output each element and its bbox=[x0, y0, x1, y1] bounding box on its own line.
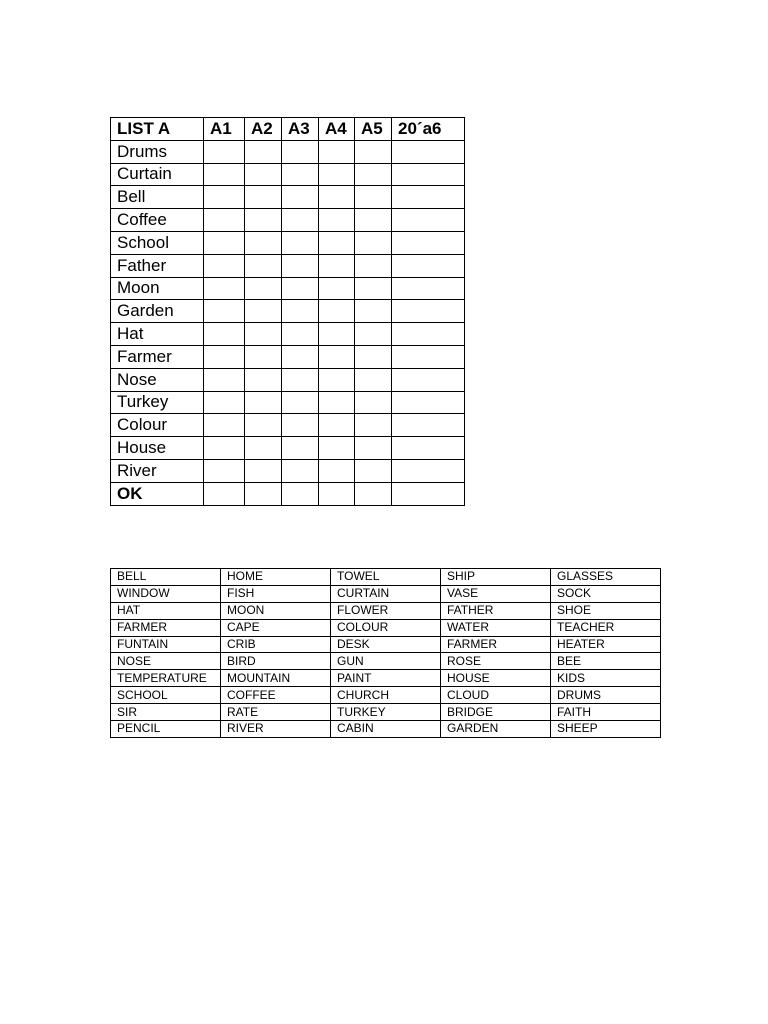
word-grid-cell: PENCIL bbox=[111, 721, 221, 738]
word-grid-cell: WATER bbox=[441, 619, 551, 636]
list-a-word: Turkey bbox=[111, 391, 204, 414]
answer-cell-a5[interactable] bbox=[355, 140, 392, 163]
list-a-row bbox=[111, 459, 465, 482]
word-grid-cell: COLOUR bbox=[331, 619, 441, 636]
word-grid-cell: CLOUD bbox=[441, 687, 551, 704]
word-grid-row bbox=[111, 569, 661, 586]
answer-cell-a3[interactable] bbox=[282, 209, 319, 232]
answer-cell-a5[interactable] bbox=[355, 459, 392, 482]
answer-cell-a6[interactable] bbox=[392, 277, 465, 300]
answer-cell-a4[interactable] bbox=[319, 254, 355, 277]
answer-cell-a5[interactable] bbox=[355, 437, 392, 460]
answer-cell-a4[interactable] bbox=[319, 345, 355, 368]
column-header-a4: A4 bbox=[319, 118, 355, 141]
answer-cell-a1[interactable] bbox=[204, 414, 245, 437]
word-grid-row bbox=[111, 636, 661, 653]
column-header-a1: A1 bbox=[204, 118, 245, 141]
column-header-a6: 20´a6 bbox=[392, 118, 465, 141]
word-grid-cell: CURTAIN bbox=[331, 585, 441, 602]
answer-cell-a5[interactable] bbox=[355, 368, 392, 391]
list-a-row bbox=[111, 277, 465, 300]
answer-cell-a4[interactable] bbox=[319, 209, 355, 232]
list-a-footer: OK bbox=[111, 482, 204, 505]
list-a-row bbox=[111, 368, 465, 391]
answer-cell-a2[interactable] bbox=[245, 323, 282, 346]
list-a-word: Moon bbox=[111, 277, 204, 300]
word-grid-cell: FATHER bbox=[441, 602, 551, 619]
word-grid-cell: FUNTAIN bbox=[111, 636, 221, 653]
list-a-row bbox=[111, 163, 465, 186]
answer-cell-a4[interactable] bbox=[319, 231, 355, 254]
list-a-word: Garden bbox=[111, 300, 204, 323]
answer-cell-a5[interactable] bbox=[355, 391, 392, 414]
answer-cell-a1[interactable] bbox=[204, 300, 245, 323]
list-a-footer-row bbox=[111, 482, 465, 505]
answer-cell-a6[interactable] bbox=[392, 209, 465, 232]
answer-cell-a1[interactable] bbox=[204, 437, 245, 460]
answer-cell-a1[interactable] bbox=[204, 277, 245, 300]
answer-cell-a4[interactable] bbox=[319, 323, 355, 346]
column-header-a5: A5 bbox=[355, 118, 392, 141]
answer-cell-a1[interactable] bbox=[204, 186, 245, 209]
answer-cell-a1[interactable] bbox=[204, 459, 245, 482]
answer-cell-a6[interactable] bbox=[392, 459, 465, 482]
answer-cell-a2[interactable] bbox=[245, 345, 282, 368]
word-grid-body bbox=[111, 569, 661, 738]
answer-cell-a5[interactable] bbox=[355, 277, 392, 300]
answer-cell-a2[interactable] bbox=[245, 140, 282, 163]
word-grid-cell: TEACHER bbox=[551, 619, 661, 636]
answer-cell-a2[interactable] bbox=[245, 186, 282, 209]
answer-cell-a6[interactable] bbox=[392, 345, 465, 368]
word-grid-cell: TEMPERATURE bbox=[111, 670, 221, 687]
column-header-a2: A2 bbox=[245, 118, 282, 141]
answer-cell-a4[interactable] bbox=[319, 391, 355, 414]
list-a-row bbox=[111, 323, 465, 346]
answer-cell-a4[interactable] bbox=[319, 163, 355, 186]
answer-cell-a1[interactable] bbox=[204, 209, 245, 232]
list-a-table bbox=[110, 117, 465, 506]
list-a-word: School bbox=[111, 231, 204, 254]
answer-cell-a3[interactable] bbox=[282, 163, 319, 186]
word-grid-row bbox=[111, 602, 661, 619]
word-grid-row bbox=[111, 653, 661, 670]
word-grid-cell: FISH bbox=[221, 585, 331, 602]
word-grid-row bbox=[111, 585, 661, 602]
ok-cell-a2[interactable] bbox=[245, 482, 282, 505]
answer-cell-a1[interactable] bbox=[204, 231, 245, 254]
answer-cell-a3[interactable] bbox=[282, 231, 319, 254]
ok-cell-a5[interactable] bbox=[355, 482, 392, 505]
word-grid-cell: HEATER bbox=[551, 636, 661, 653]
list-a-row bbox=[111, 437, 465, 460]
answer-cell-a6[interactable] bbox=[392, 414, 465, 437]
answer-cell-a2[interactable] bbox=[245, 459, 282, 482]
answer-cell-a6[interactable] bbox=[392, 186, 465, 209]
word-grid-cell: RIVER bbox=[221, 721, 331, 738]
answer-cell-a5[interactable] bbox=[355, 231, 392, 254]
answer-cell-a3[interactable] bbox=[282, 459, 319, 482]
list-a-row bbox=[111, 209, 465, 232]
ok-cell-a1[interactable] bbox=[204, 482, 245, 505]
word-grid-cell: DESK bbox=[331, 636, 441, 653]
answer-cell-a2[interactable] bbox=[245, 300, 282, 323]
answer-cell-a6[interactable] bbox=[392, 437, 465, 460]
answer-cell-a3[interactable] bbox=[282, 300, 319, 323]
answer-cell-a6[interactable] bbox=[392, 254, 465, 277]
answer-cell-a3[interactable] bbox=[282, 414, 319, 437]
answer-cell-a1[interactable] bbox=[204, 323, 245, 346]
list-a-row bbox=[111, 345, 465, 368]
word-grid-cell: NOSE bbox=[111, 653, 221, 670]
answer-cell-a5[interactable] bbox=[355, 209, 392, 232]
word-grid-cell: ROSE bbox=[441, 653, 551, 670]
word-grid-cell: BEE bbox=[551, 653, 661, 670]
list-a-row bbox=[111, 414, 465, 437]
word-grid-cell: COFFEE bbox=[221, 687, 331, 704]
answer-cell-a4[interactable] bbox=[319, 459, 355, 482]
word-grid-cell: TURKEY bbox=[331, 704, 441, 721]
answer-cell-a4[interactable] bbox=[319, 186, 355, 209]
list-a-row bbox=[111, 231, 465, 254]
list-a-row bbox=[111, 391, 465, 414]
answer-cell-a2[interactable] bbox=[245, 209, 282, 232]
word-grid-row bbox=[111, 687, 661, 704]
word-grid-cell: HAT bbox=[111, 602, 221, 619]
column-header-a3: A3 bbox=[282, 118, 319, 141]
word-grid-cell: KIDS bbox=[551, 670, 661, 687]
word-grid-cell: CHURCH bbox=[331, 687, 441, 704]
list-a-word: Father bbox=[111, 254, 204, 277]
word-grid-cell: FARMER bbox=[441, 636, 551, 653]
answer-cell-a5[interactable] bbox=[355, 414, 392, 437]
word-grid-cell: SHOE bbox=[551, 602, 661, 619]
list-a-word: Farmer bbox=[111, 345, 204, 368]
answer-cell-a5[interactable] bbox=[355, 163, 392, 186]
word-grid-cell: SOCK bbox=[551, 585, 661, 602]
word-grid-cell: SIR bbox=[111, 704, 221, 721]
list-a-word: House bbox=[111, 437, 204, 460]
list-a-word: Nose bbox=[111, 368, 204, 391]
answer-cell-a5[interactable] bbox=[355, 300, 392, 323]
answer-cell-a2[interactable] bbox=[245, 254, 282, 277]
word-grid-cell: CRIB bbox=[221, 636, 331, 653]
list-a-header: LIST A bbox=[111, 118, 204, 141]
answer-cell-a2[interactable] bbox=[245, 414, 282, 437]
answer-cell-a3[interactable] bbox=[282, 368, 319, 391]
answer-cell-a6[interactable] bbox=[392, 368, 465, 391]
list-a-word: Bell bbox=[111, 186, 204, 209]
answer-cell-a6[interactable] bbox=[392, 323, 465, 346]
word-grid-cell: CAPE bbox=[221, 619, 331, 636]
answer-cell-a2[interactable] bbox=[245, 231, 282, 254]
list-a-row bbox=[111, 186, 465, 209]
answer-cell-a1[interactable] bbox=[204, 140, 245, 163]
ok-cell-a4[interactable] bbox=[319, 482, 355, 505]
answer-cell-a3[interactable] bbox=[282, 391, 319, 414]
list-a-row bbox=[111, 300, 465, 323]
word-grid-cell: WINDOW bbox=[111, 585, 221, 602]
answer-cell-a6[interactable] bbox=[392, 231, 465, 254]
word-grid-cell: GUN bbox=[331, 653, 441, 670]
word-grid-cell: VASE bbox=[441, 585, 551, 602]
word-grid-cell: MOUNTAIN bbox=[221, 670, 331, 687]
list-a-row bbox=[111, 140, 465, 163]
answer-cell-a5[interactable] bbox=[355, 345, 392, 368]
answer-cell-a5[interactable] bbox=[355, 323, 392, 346]
answer-cell-a3[interactable] bbox=[282, 345, 319, 368]
word-grid-cell: RATE bbox=[221, 704, 331, 721]
word-grid-cell: BIRD bbox=[221, 653, 331, 670]
word-grid-cell: FLOWER bbox=[331, 602, 441, 619]
answer-cell-a3[interactable] bbox=[282, 254, 319, 277]
answer-cell-a2[interactable] bbox=[245, 437, 282, 460]
answer-cell-a1[interactable] bbox=[204, 368, 245, 391]
answer-cell-a4[interactable] bbox=[319, 140, 355, 163]
list-a-word: Colour bbox=[111, 414, 204, 437]
word-grid-cell: GARDEN bbox=[441, 721, 551, 738]
word-grid-cell: SCHOOL bbox=[111, 687, 221, 704]
word-grid-row bbox=[111, 670, 661, 687]
word-grid-cell: CABIN bbox=[331, 721, 441, 738]
list-a-word: Hat bbox=[111, 323, 204, 346]
list-a-header-row bbox=[111, 118, 465, 141]
answer-cell-a4[interactable] bbox=[319, 300, 355, 323]
word-grid-cell: FAITH bbox=[551, 704, 661, 721]
answer-cell-a1[interactable] bbox=[204, 391, 245, 414]
list-a-row bbox=[111, 254, 465, 277]
word-grid-cell: MOON bbox=[221, 602, 331, 619]
list-a-word: River bbox=[111, 459, 204, 482]
word-grid-cell: BRIDGE bbox=[441, 704, 551, 721]
word-grid-cell: HOME bbox=[221, 569, 331, 586]
word-grid-row bbox=[111, 704, 661, 721]
answer-cell-a3[interactable] bbox=[282, 140, 319, 163]
answer-cell-a1[interactable] bbox=[204, 254, 245, 277]
word-grid-row bbox=[111, 721, 661, 738]
word-grid-cell: SHIP bbox=[441, 569, 551, 586]
answer-cell-a4[interactable] bbox=[319, 414, 355, 437]
list-a-word: Coffee bbox=[111, 209, 204, 232]
list-a-word: Drums bbox=[111, 140, 204, 163]
answer-cell-a1[interactable] bbox=[204, 345, 245, 368]
answer-cell-a5[interactable] bbox=[355, 254, 392, 277]
word-grid-cell: GLASSES bbox=[551, 569, 661, 586]
answer-cell-a4[interactable] bbox=[319, 437, 355, 460]
word-grid-cell: PAINT bbox=[331, 670, 441, 687]
word-grid-cell: DRUMS bbox=[551, 687, 661, 704]
answer-cell-a5[interactable] bbox=[355, 186, 392, 209]
answer-cell-a6[interactable] bbox=[392, 163, 465, 186]
answer-cell-a6[interactable] bbox=[392, 300, 465, 323]
list-a-word: Curtain bbox=[111, 163, 204, 186]
answer-cell-a1[interactable] bbox=[204, 163, 245, 186]
answer-cell-a6[interactable] bbox=[392, 391, 465, 414]
word-grid-table bbox=[110, 568, 661, 738]
answer-cell-a3[interactable] bbox=[282, 323, 319, 346]
list-a-body bbox=[111, 140, 465, 505]
answer-cell-a2[interactable] bbox=[245, 277, 282, 300]
answer-cell-a4[interactable] bbox=[319, 277, 355, 300]
answer-cell-a2[interactable] bbox=[245, 163, 282, 186]
word-grid-row bbox=[111, 619, 661, 636]
word-grid-cell: TOWEL bbox=[331, 569, 441, 586]
answer-cell-a4[interactable] bbox=[319, 368, 355, 391]
answer-cell-a3[interactable] bbox=[282, 437, 319, 460]
answer-cell-a3[interactable] bbox=[282, 186, 319, 209]
answer-cell-a6[interactable] bbox=[392, 140, 465, 163]
word-grid-cell: BELL bbox=[111, 569, 221, 586]
answer-cell-a2[interactable] bbox=[245, 391, 282, 414]
answer-cell-a2[interactable] bbox=[245, 368, 282, 391]
word-grid-cell: FARMER bbox=[111, 619, 221, 636]
word-grid-cell: SHEEP bbox=[551, 721, 661, 738]
answer-cell-a3[interactable] bbox=[282, 277, 319, 300]
ok-cell-a3[interactable] bbox=[282, 482, 319, 505]
ok-cell-a6[interactable] bbox=[392, 482, 465, 505]
word-grid-cell: HOUSE bbox=[441, 670, 551, 687]
